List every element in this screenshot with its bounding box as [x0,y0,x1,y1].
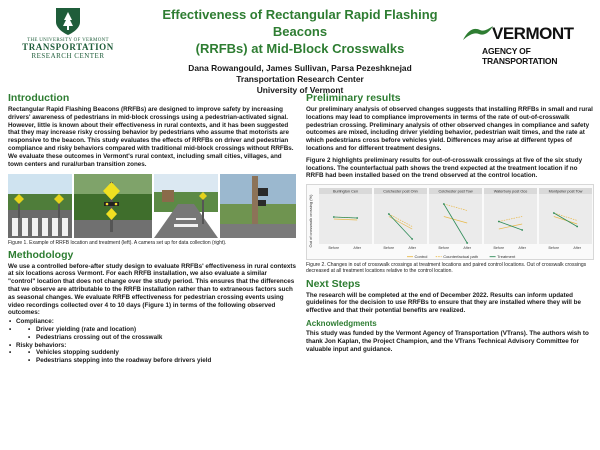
uvm-shield-icon [54,6,82,36]
panel-title: Colchester post Onn [383,189,418,194]
x-tick-label: After [408,246,416,251]
panel-background [319,194,372,244]
x-tick-label: After [573,246,581,251]
preliminary-heading: Preliminary results [306,92,401,104]
poster-title-line2: (RRFBs) at Mid-Block Crosswalks [195,41,405,56]
figure1-caption: Figure 1. Example of RRFB location and treatment (left). A camera set up for data collection (right). [8,240,227,247]
introduction-text: Rectangular Rapid Flashing Beacons (RRFBs) are designed to improve safety by increasing drivers' awareness of pedestrians in mid-block crossings using a pedestrian-activated signal. However, little is known about their effectiveness in rural contexts, and it has been suggested that they may increase risky crossing behavior by pedestrians who assume that motorists are responsive to the beacon. This study evaluates the effects of RRFBs on driver and pedestrian compliance and risky behaviors compared with traditional mid-block crossings without RRFBs. We evaluate these outcomes in Vermont's rural context, including small cities, villages, and town centers and rural/urban transition zones. [8,106,294,168]
panel-background [539,194,592,244]
uvm-trc-logo [8,6,128,68]
acknowledgments-text: This study was funded by the Vermont Agency of Transportation (VTrans). The authors wish to thank Jon Kaplan, the Project Champion, and the VTrans Technical Advisory Committee for valuable input and guidance. [306,329,589,353]
panel-background [374,194,427,244]
photo-rrfb-crosswalk [8,174,72,238]
photo-camera-setup [220,174,296,238]
x-tick-label: Before [328,246,340,251]
treatment-point [411,238,413,240]
chart-svg [307,185,595,261]
compliance-item: • • Driver yielding (rate and location) [26,326,296,334]
treatment-point [333,216,335,218]
photo-rrfb-closeup [74,174,152,238]
legend-label: Counterfactual path [443,254,479,260]
figure2-caption: Figure 2. Changes in out of crosswalk crossings at treatment locations and paired control locations. Out of crosswalk crossings decreased at all treatment locations relative to the control location. [306,262,587,275]
treatment-point [466,242,468,244]
introduction-heading: Introduction [8,92,70,104]
photo-rrfb-street [154,174,218,238]
legend-label: Treatment [497,254,516,260]
x-tick-label: Before [438,246,450,251]
x-tick-label: After [353,246,361,251]
risky-group [8,349,296,365]
treatment-point [576,226,578,228]
panel-title: Montpelier post Tow [548,189,583,194]
poster-header [0,0,600,95]
next-steps-heading: Next Steps [306,277,361,290]
treatment-point [356,217,358,219]
x-tick-label: Before [548,246,560,251]
affiliation-center: Transportation Research Center [236,74,364,84]
preliminary-text-2: Figure 2 highlights preliminary results for out-of-crosswalk crossings at five of the six study locations. The counterfactual path shows the trend expected at the treatment location if no RRFB had been installed based on the trend observed at the control location. [306,156,583,180]
vtrans-mountain-icon [462,24,494,44]
next-steps-text: The research will be completed at the end of December 2022. Results can inform updated guidelines for the decision to use RRFBs to ensure that they are installed where they will be effective and that their potential benefits are realized. [306,291,582,315]
treatment-point [388,213,390,215]
x-tick-label: Before [493,246,505,251]
compliance-group [8,326,296,342]
risky-item: • • Vehicles stopping suddenly [26,349,296,357]
panel-background [484,194,537,244]
uvm-name: THE UNIVERSITY OF VERMONT [27,38,109,43]
x-tick-label: Before [383,246,395,251]
methodology-text: We use a controlled before-after study design to evaluate RRFBs' effectiveness in rural contexts at six locations across Vermont. For each RRFB installation, we also evaluate a similar "control" location that does not change over the study period. This ensures that the differences that we observe are attributable to the RRFB installation rather than to extraneous factors such as seasonal changes. We evaluate RRFB effectiveness for pedestrian crossing events using video recordings collected over 4 to 10 days (Figure 1) in terms of the following observed outcomes: [8,262,296,317]
treatment-point [443,203,445,205]
poster-title-line1: Effectiveness of Rectangular Rapid Flashing Beacons [162,7,438,39]
trc-name-line1: TRANSPORTATION [22,42,114,52]
preliminary-text-1: Our preliminary analysis of observed changes suggests that installing RRFBs in small and rural locations may lead to compliance improvements in terms of the rate of out-of-crosswalk pedestrian crossing. Preliminary analysis of other observed changes in compliance and safety outcomes are mixed, including driver yielding behavior, pedestrian wait times, and the rate at which pedestrians cross before vehicles yield. Differences may arise at different types of locations and for different treatment designs. [306,106,593,152]
treatment-point [553,212,555,214]
affiliation-university: University of Vermont [256,85,344,95]
risky-label: • Risky behaviors: [8,342,296,350]
figure1-photos [8,174,296,238]
right-column [306,92,594,353]
vtrans-logo [462,20,594,64]
compliance-label: • Compliance: [8,318,296,326]
x-tick-label: After [518,246,526,251]
vtrans-wordmark: VERMONT [492,24,574,43]
methodology-heading: Methodology [8,248,74,261]
panel-title: Colchester post Tow [438,189,473,194]
vtrans-agency: AGENCY OF TRANSPORTATION [482,46,558,66]
legend-label: Control [414,254,428,260]
figure2-chart [306,184,594,260]
panel-title: Waterbury post Oce [493,189,528,194]
acknowledgments-heading: Acknowledgments [306,318,377,328]
panel-title: Burlington Cen [332,189,359,194]
treatment-point [498,221,500,223]
compliance-item: • Pedestrians crossing out of the crosswalk [26,334,296,342]
title-block [140,6,460,96]
left-column [8,92,296,365]
panel-background [429,194,482,244]
chart-ylabel: Out of crosswalk crossing (%) [308,194,313,248]
risky-item: • Pedestrians stepping into the roadway before drivers yield [26,357,296,365]
trc-name-line2: RESEARCH CENTER [31,52,105,60]
x-tick-label: After [463,246,471,251]
outcomes-list [8,318,296,365]
treatment-point [521,229,523,231]
authors: Dana Rowangould, James Sullivan, Parsa Pezeshknejad [188,63,412,73]
